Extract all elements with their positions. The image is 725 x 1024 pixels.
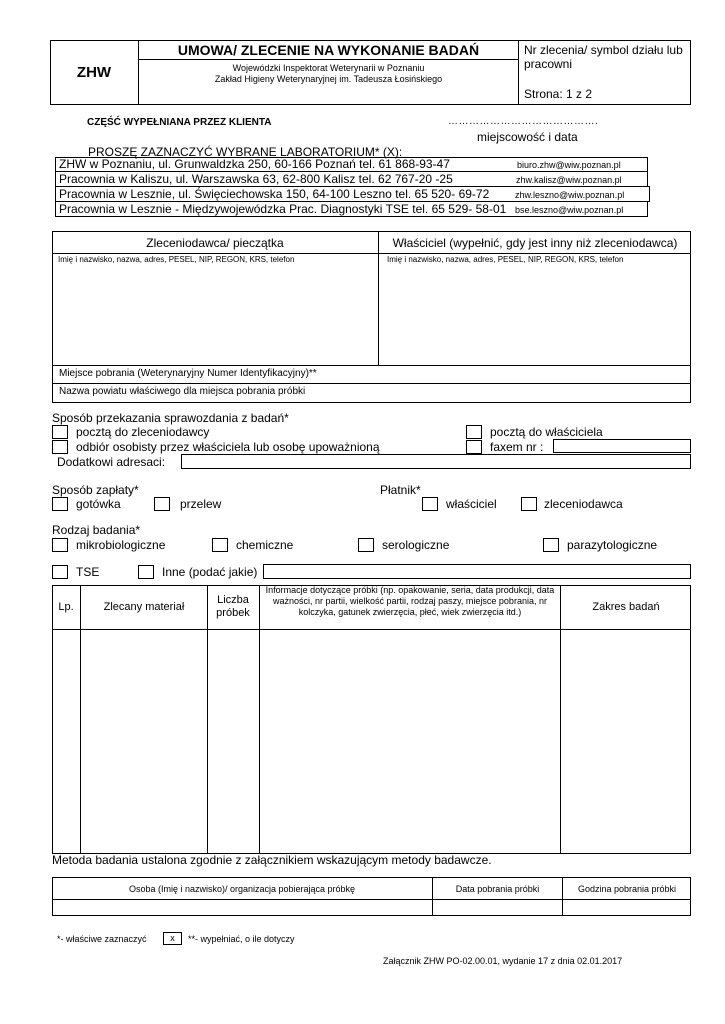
lab-email: zhw.leszno@wiw.poznan.pl (515, 190, 625, 200)
payer-owner-checkbox[interactable] (422, 497, 438, 511)
cash-label: gotówka (76, 497, 121, 511)
transfer-checkbox[interactable] (154, 497, 170, 511)
mail-owner-label: pocztą do właściciela (490, 425, 603, 439)
example-mark: x (170, 933, 175, 943)
method-note: Metoda badania ustalona zgodnie z załącznikiem wskazującym metody badawcze. (52, 853, 492, 867)
sero-label: serologiczne (382, 538, 450, 552)
sample-date-input[interactable] (433, 900, 562, 915)
other-label: Inne (podać jakie) (162, 565, 258, 579)
place-date-dots: ……………………………………. (448, 116, 599, 127)
test-type-label: Rodzaj badania* (52, 523, 141, 537)
lab-email: bse.leszno@wiw.poznan.pl (515, 205, 624, 215)
extra-addressees-input[interactable] (181, 454, 691, 469)
payer-client-label: zleceniodawca (544, 497, 623, 511)
micro-label: mikrobiologiczne (76, 538, 166, 552)
client-details-field[interactable]: Imię i nazwisko, nazwa, adres, PESEL, NIP, REGON, KRS, telefon (58, 255, 295, 264)
payer-owner-label: właściciel (446, 497, 497, 511)
fax-checkbox[interactable] (466, 440, 482, 454)
col-material: Zlecany materiał (103, 601, 185, 613)
samples-table (52, 585, 691, 854)
extra-addressees-label: Dodatkowi adresaci: (57, 455, 166, 469)
mail-client-checkbox[interactable] (52, 425, 68, 439)
payment-label: Sposób zapłaty* (52, 483, 139, 497)
order-number-label: Nr zlecenia/ symbol działu lub pracowni (524, 43, 683, 71)
chem-checkbox[interactable] (212, 538, 228, 552)
sampler-input[interactable] (53, 900, 432, 915)
sampling-place-field[interactable]: Miejsce pobrania (Weterynaryjny Numer Identyfikacyjny)** (59, 368, 317, 379)
col-lp: Lp. (58, 601, 74, 613)
lab-option[interactable]: ZHW w Poznaniu, ul. Grunwaldzka 250, 60-166 Poznań tel. 61 868-93-47 (59, 157, 450, 171)
lab-option[interactable]: Pracownia w Lesznie - Międzywojewódzka Prac. Diagnostyki TSE tel. 65 529- 58-01 (59, 202, 507, 216)
owner-details-field[interactable]: Imię i nazwisko, nazwa, adres, PESEL, NIP, REGON, KRS, telefon (387, 255, 624, 264)
place-date-label: miejscowość i data (477, 130, 578, 144)
district-field[interactable]: Nazwa powiatu właściwego dla miejsca pobrania próbki (59, 386, 306, 397)
fax-number-input[interactable] (553, 439, 691, 453)
other-checkbox[interactable] (138, 565, 154, 579)
chem-label: chemiczne (236, 538, 294, 552)
col-date: Data pobrania próbki (455, 884, 540, 894)
payer-client-checkbox[interactable] (521, 497, 537, 511)
other-test-input[interactable] (263, 564, 691, 579)
mail-owner-checkbox[interactable] (466, 425, 482, 439)
lab-email: zhw.kalisz@wiw.poznan.pl (516, 175, 622, 185)
lab-email: biuro.zhw@wiw.poznan.pl (517, 160, 621, 170)
footnote-optional: **- wypełniać, o ile dotyczy (188, 934, 295, 944)
payer-label: Płatnik* (380, 483, 421, 497)
lab-option[interactable]: Pracownia w Lesznie, ul. Święciechowska 150, 64-100 Leszno tel. 65 520- 69-72 (59, 187, 490, 201)
mail-client-label: pocztą do zleceniodawcy (76, 425, 210, 439)
micro-checkbox[interactable] (52, 538, 68, 552)
delivery-label: Sposób przekazania sprawozdania z badań* (52, 411, 289, 425)
col-count: Liczba próbek (216, 594, 250, 619)
footnote-mark: *- właściwe zaznaczyć (57, 934, 147, 944)
transfer-label: przelew (180, 497, 222, 511)
org-line-2: Zakład Higieny Weterynaryjnej im. Tadeusza Łosińskiego (214, 74, 443, 84)
col-scope: Zakres badań (592, 601, 660, 613)
annex-reference: Załącznik ZHW PO-02.00.01, wydanie 17 z dnia 02.01.2017 (383, 956, 623, 966)
col-info: Informacje dotyczące próbki (np. opakowanie, seria, data produkcji, data ważności, nr partii, wielkość partii, rodzaj paszy, miejsce pobrania, nr kolczyka, gatunek zwierzęcia, płeć, wiek zwierzęcia itd.) (265, 585, 555, 617)
lab-option[interactable]: Pracownia w Kaliszu, ul. Warszawska 63, 62-800 Kalisz tel. 62 767-20 -25 (59, 172, 453, 186)
sample-time-input[interactable] (563, 900, 690, 915)
page-indicator: Strona: 1 z 2 (524, 87, 593, 101)
tse-label: TSE (76, 565, 100, 579)
client-header: Zleceniodawca/ pieczątka (146, 236, 284, 250)
col-time: Godzina pobrania próbki (577, 884, 677, 894)
para-label: parazytologiczne (567, 538, 658, 552)
col-sampler: Osoba (Imię i nazwisko)/ organizacja pobierająca próbkę (128, 884, 356, 894)
sero-checkbox[interactable] (358, 538, 374, 552)
tse-checkbox[interactable] (52, 565, 68, 579)
form-title: UMOWA/ ZLECENIE NA WYKONANIE BADAŃ (177, 42, 480, 58)
fax-label: faxem nr : (490, 440, 544, 454)
header-code: ZHW (76, 64, 112, 81)
pickup-label: odbiór osobisty przez właściciela lub osobę upoważnioną (76, 440, 380, 454)
para-checkbox[interactable] (543, 538, 559, 552)
pickup-checkbox[interactable] (52, 440, 68, 454)
lab-prompt: PROSZĘ ZAZNACZYĆ WYBRANE LABORATORIUM* (X): (88, 145, 403, 159)
org-line-1: Wojewódzki Inspektorat Weterynarii w Poznaniu (232, 63, 425, 73)
client-section-heading: CZĘŚĆ WYPEŁNIANA PRZEZ KLIENTA (87, 117, 272, 128)
owner-header: Właściciel (wypełnić, gdy jest inny niż zleceniodawca) (392, 236, 678, 250)
example-mark-box (163, 932, 182, 945)
cash-checkbox[interactable] (52, 497, 68, 511)
